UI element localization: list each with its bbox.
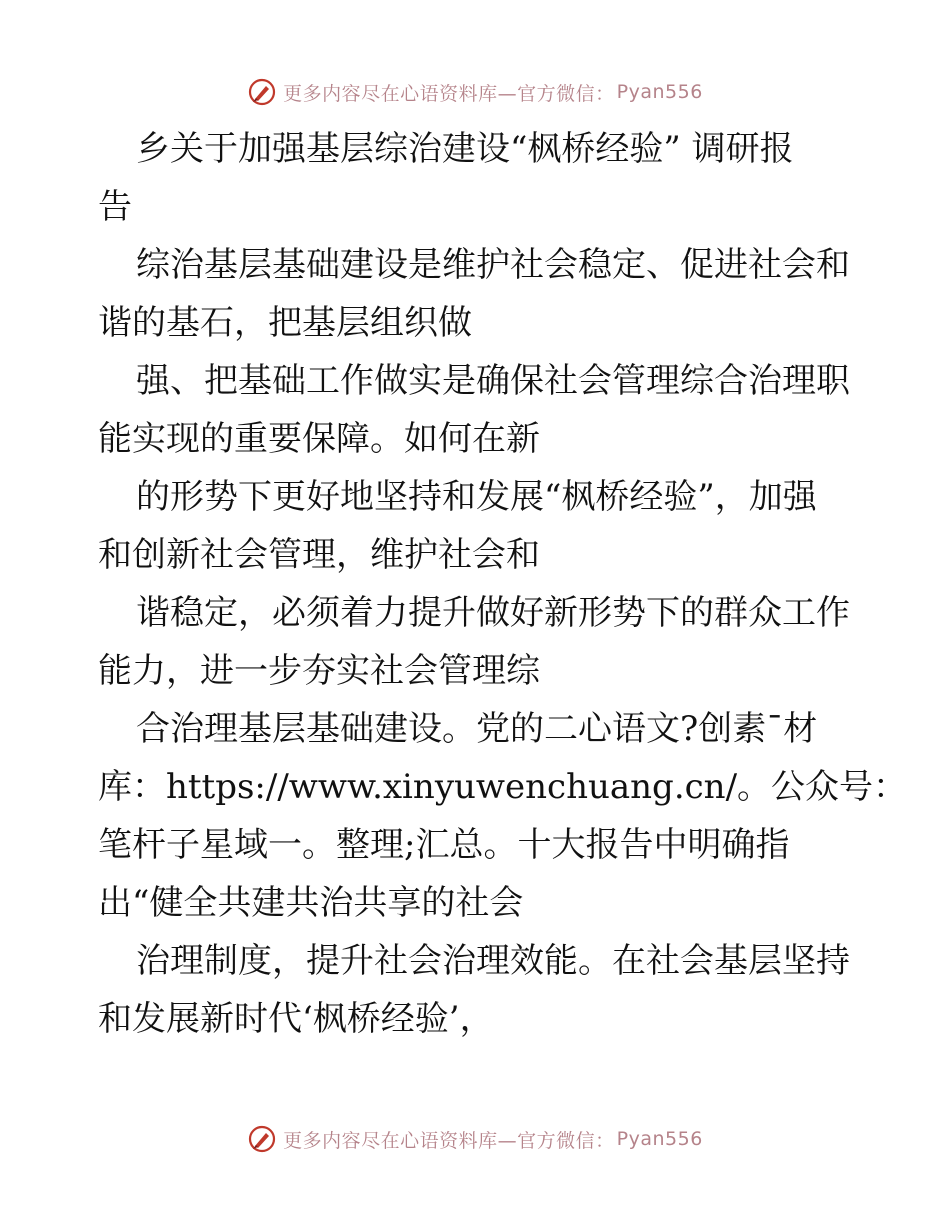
watermark-wechat-id: Pyan556 bbox=[616, 1128, 703, 1150]
text-line: 告 bbox=[98, 187, 132, 227]
text-line: 库：https://www.xinyuwenchuang.cn/。公众号： bbox=[98, 767, 908, 807]
text-line: 笔杆子星域一。整理;汇总。十大报告中明确指 bbox=[98, 825, 790, 865]
text-line: 能实现的重要保障。如何在新 bbox=[98, 419, 540, 459]
text-line: 合治理基层基础建设。党的二心语文?创素¯材 bbox=[136, 709, 818, 749]
text-line: 治理制度，提升社会治理效能。在社会基层坚持 bbox=[136, 941, 850, 981]
text-line: 强、把基础工作做实是确保社会管理综合治理职 bbox=[136, 361, 850, 401]
text-line: 的形势下更好地坚持和发展“枫桥经验”，加强 bbox=[136, 477, 817, 517]
text-line: 出“健全共建共治共享的社会 bbox=[98, 883, 524, 923]
watermark-text: 更多内容尽在心语资料库—官方微信： bbox=[283, 1129, 615, 1152]
text-line: 谐稳定，必须着力提升做好新形势下的群众工作 bbox=[136, 593, 850, 633]
document-body bbox=[98, 120, 908, 1048]
watermark-text: 更多内容尽在心语资料库—官方微信： bbox=[283, 82, 615, 105]
footer-watermark bbox=[0, 1119, 950, 1159]
text-line: 综治基层基础建设是维护社会稳定、促进社会和 bbox=[136, 245, 850, 285]
pen-nib-logo-icon bbox=[247, 77, 277, 107]
watermark-wechat-id: Pyan556 bbox=[616, 81, 703, 103]
pen-nib-logo-icon bbox=[247, 1124, 277, 1154]
text-line: 谐的基石，把基层组织做 bbox=[98, 303, 472, 343]
text-line: 能力，进一步夯实社会管理综 bbox=[98, 651, 540, 691]
text-line: 和创新社会管理，维护社会和 bbox=[98, 535, 540, 575]
text-line: 和发展新时代‘枫桥经验’， bbox=[98, 999, 494, 1039]
header-watermark bbox=[0, 72, 950, 112]
text-line: 乡关于加强基层综治建设“枫桥经验” 调研报 bbox=[136, 129, 794, 169]
